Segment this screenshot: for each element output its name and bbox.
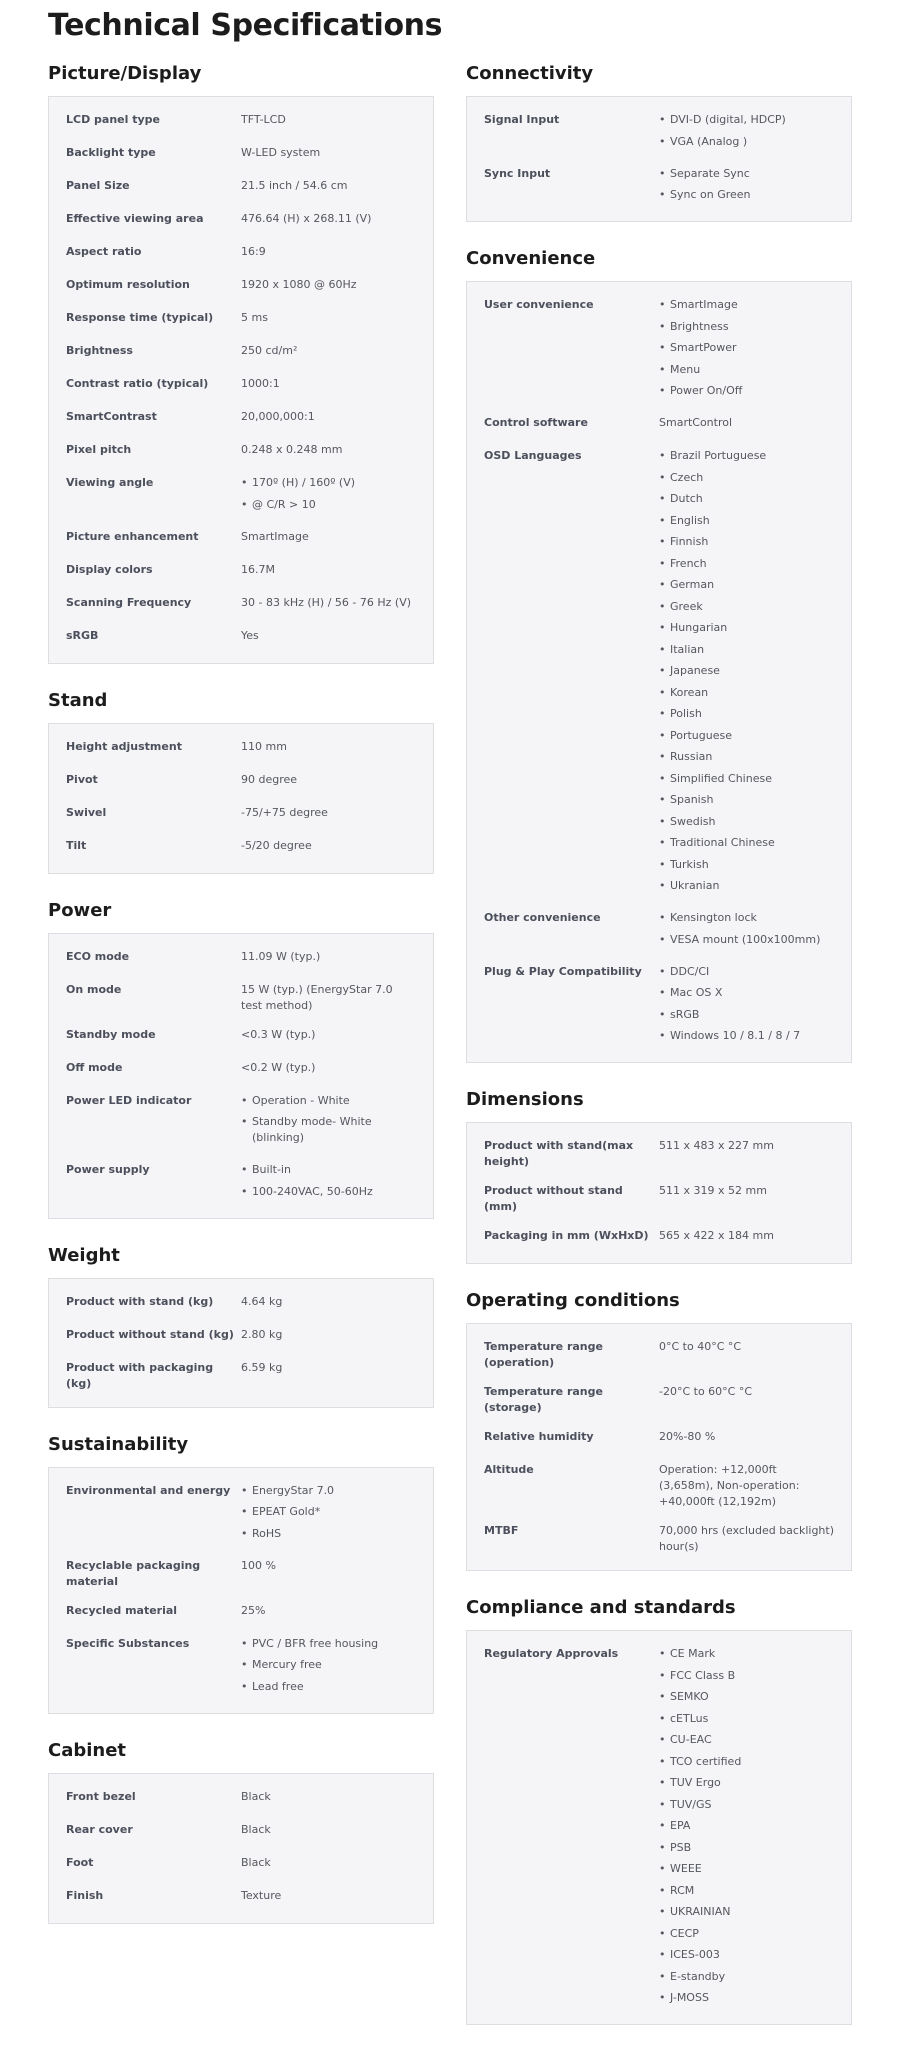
spec-row	[49, 369, 433, 402]
spec-row	[49, 1629, 433, 1704]
bullet-item: • Mercury free	[241, 1657, 416, 1673]
spec-value: 30 - 83 kHz (H) / 56 - 76 Hz (V)	[241, 595, 412, 609]
section-compliance	[466, 1596, 852, 2025]
bullet-item: • English	[659, 513, 834, 529]
spec-value: 511 x 319 x 52 mm	[659, 1184, 767, 1197]
spec-value-list	[241, 474, 416, 513]
spec-row	[49, 1881, 433, 1914]
spec-row	[467, 1176, 851, 1221]
spec-table	[48, 723, 434, 874]
spec-value: SmartImage	[241, 529, 309, 543]
bullet-item: • PSB	[659, 1840, 834, 1856]
bullet-list	[241, 475, 416, 513]
spec-label: Front bezel	[66, 1789, 136, 1803]
spec-value: 1000:1	[241, 377, 280, 390]
spec-value-list	[241, 1161, 416, 1200]
spec-row	[49, 336, 433, 369]
bullet-item: • SmartPower	[659, 340, 834, 356]
spec-label: sRGB	[66, 628, 99, 642]
spec-row	[467, 159, 851, 213]
spec-value: 16.7M	[241, 562, 275, 576]
spec-value-list	[659, 296, 834, 399]
spec-value: Texture	[241, 1888, 282, 1902]
spec-row	[467, 957, 851, 1054]
spec-label: Off mode	[66, 1060, 123, 1074]
bullet-item: • CECP	[659, 1926, 834, 1942]
spec-row	[49, 237, 433, 270]
spec-value: TFT-LCD	[241, 113, 286, 126]
spec-row	[49, 1353, 433, 1398]
bullet-item: • Kensington lock	[659, 910, 834, 926]
spec-row	[467, 1377, 851, 1422]
section-power	[48, 899, 434, 1219]
spec-label: LCD panel type	[66, 113, 160, 126]
spec-value: Operation: +12,000ft (3,658m), Non-operation: +40,000ft (12,192m)	[659, 1463, 800, 1508]
bullet-item: • French	[659, 556, 834, 572]
spec-row	[467, 1422, 851, 1455]
spec-label: Environmental and energy	[66, 1483, 231, 1497]
spec-label: Panel Size	[66, 179, 130, 192]
bullet-item: • Brazil Portuguese	[659, 448, 834, 464]
section-picture-display	[48, 62, 434, 664]
section-operating-conditions	[466, 1289, 852, 1571]
spec-table	[466, 1122, 852, 1264]
bullet-item: • cETLus	[659, 1711, 834, 1727]
spec-value: 90 degree	[241, 772, 298, 786]
spec-label: Recycled material	[66, 1603, 178, 1617]
bullet-list	[659, 910, 834, 948]
spec-value: 15 W (typ.) (EnergyStar 7.0 test method)	[241, 982, 393, 1012]
spec-value: 20%-80 %	[659, 1430, 716, 1443]
bullet-item: • Dutch	[659, 491, 834, 507]
section-title: Weight	[48, 1244, 120, 1266]
spec-label: Plug & Play Compatibility	[484, 964, 642, 978]
spec-value: 565 x 422 x 184 mm	[659, 1229, 774, 1242]
section-title: Connectivity	[466, 63, 594, 84]
spec-label: Product without stand (mm)	[484, 1184, 623, 1213]
spec-label: Foot	[66, 1855, 94, 1869]
spec-value: Black	[241, 1789, 271, 1803]
bullet-item: • WEEE	[659, 1861, 834, 1877]
bullet-item: • Portuguese	[659, 728, 834, 744]
bullet-list	[241, 1162, 416, 1200]
bullet-item: • CE Mark	[659, 1646, 834, 1662]
spec-row	[49, 588, 433, 621]
spec-value: 0°C to 40°C °C	[659, 1340, 742, 1353]
spec-row	[49, 798, 433, 831]
spec-row	[49, 468, 433, 522]
spec-label: Picture enhancement	[66, 529, 199, 543]
spec-label: Effective viewing area	[66, 212, 204, 225]
bullet-item: • FCC Class B	[659, 1668, 834, 1684]
spec-label: User convenience	[484, 298, 594, 311]
bullet-item: • @ C/R > 10	[241, 497, 416, 513]
spec-label: Packaging in mm (WxHxD)	[484, 1229, 649, 1242]
bullet-list	[659, 297, 834, 399]
bullet-list	[659, 448, 834, 894]
spec-value: SmartControl	[659, 416, 733, 429]
bullet-item: • DDC/CI	[659, 964, 834, 980]
spec-value: 511 x 483 x 227 mm	[659, 1139, 774, 1152]
spec-row	[467, 1131, 851, 1176]
bullet-item: • Finnish	[659, 534, 834, 550]
spec-row	[467, 1455, 851, 1516]
spec-label: Contrast ratio (typical)	[66, 377, 209, 390]
spec-value: 4.64 kg	[241, 1294, 283, 1308]
spec-row	[467, 105, 851, 159]
spec-row	[49, 138, 433, 171]
spec-value: 21.5 inch / 54.6 cm	[241, 179, 348, 192]
spec-table	[48, 96, 434, 664]
spec-row	[49, 171, 433, 204]
spec-label: Display colors	[66, 562, 153, 576]
spec-value: Black	[241, 1855, 271, 1869]
spec-label: Power LED indicator	[66, 1093, 192, 1107]
spec-row	[49, 1287, 433, 1320]
spec-value: -20°C to 60°C °C	[659, 1385, 753, 1398]
spec-row	[49, 765, 433, 798]
spec-row	[49, 1020, 433, 1053]
bullet-item: • SEMKO	[659, 1689, 834, 1705]
spec-value: 70,000 hrs (excluded backlight) hour(s)	[659, 1524, 835, 1553]
section-title: Stand	[48, 689, 108, 711]
bullet-item: • PVC / BFR free housing	[241, 1636, 416, 1652]
spec-value: 2.80 kg	[241, 1327, 283, 1341]
section-title: Sustainability	[48, 1433, 189, 1455]
spec-row	[49, 522, 433, 555]
bullet-item: • Swedish	[659, 814, 834, 830]
spec-value-list	[241, 1092, 416, 1147]
spec-label: Recyclable packaging material	[66, 1558, 201, 1588]
spec-value: -75/+75 degree	[241, 805, 328, 819]
spec-value-list	[659, 111, 834, 150]
spec-row	[467, 903, 851, 957]
spec-row	[49, 831, 433, 864]
spec-label: Other convenience	[484, 911, 601, 924]
spec-label: Power supply	[66, 1163, 150, 1176]
spec-value: 5 ms	[241, 311, 268, 324]
section-convenience	[466, 247, 852, 1063]
spec-value-list	[659, 909, 834, 948]
bullet-item: • Czech	[659, 470, 834, 486]
spec-label: Optimum resolution	[66, 278, 190, 291]
spec-value: Black	[241, 1822, 271, 1836]
spec-label: SmartContrast	[66, 410, 157, 423]
spec-value-list	[659, 447, 834, 894]
spec-value-list	[241, 1635, 416, 1695]
bullet-item: • Spanish	[659, 792, 834, 808]
spec-label: Altitude	[484, 1463, 534, 1476]
spec-label: Swivel	[66, 805, 107, 819]
spec-label: Pixel pitch	[66, 443, 132, 456]
spec-label: On mode	[66, 982, 122, 996]
spec-row	[49, 435, 433, 468]
spec-value: 100 %	[241, 1558, 276, 1572]
spec-value: W-LED system	[241, 146, 321, 159]
spec-table	[48, 933, 434, 1219]
spec-table	[48, 1773, 434, 1924]
spec-value-list	[659, 165, 834, 204]
spec-label: Regulatory Approvals	[484, 1647, 619, 1660]
spec-label: Standby mode	[66, 1027, 156, 1041]
bullet-item: • EnergyStar 7.0	[241, 1483, 416, 1499]
spec-row	[49, 1551, 433, 1596]
spec-label: Response time (typical)	[66, 311, 214, 324]
bullet-item: • RCM	[659, 1883, 834, 1899]
bullet-list	[659, 166, 834, 204]
spec-label: Signal Input	[484, 113, 560, 126]
spec-label: Rear cover	[66, 1822, 133, 1836]
spec-row	[49, 204, 433, 237]
bullet-item: • J-MOSS	[659, 1990, 834, 2006]
spec-label: Specific Substances	[66, 1636, 190, 1650]
spec-label: Backlight type	[66, 146, 156, 159]
spec-row	[467, 441, 851, 903]
bullet-item: • German	[659, 577, 834, 593]
bullet-item: • RoHS	[241, 1526, 416, 1542]
spec-value-list	[241, 1482, 416, 1542]
spec-row	[467, 1221, 851, 1254]
spec-value: 20,000,000:1	[241, 410, 315, 423]
spec-label: Temperature range (operation)	[484, 1340, 603, 1369]
bullet-item: • Ukranian	[659, 878, 834, 894]
bullet-item: • DVI-D (digital, HDCP)	[659, 112, 834, 128]
bullet-item: • TCO certified	[659, 1754, 834, 1770]
bullet-item: • Mac OS X	[659, 985, 834, 1001]
bullet-item: • Hungarian	[659, 620, 834, 636]
bullet-item: • Italian	[659, 642, 834, 658]
bullet-item: • Menu	[659, 362, 834, 378]
bullet-item: • 100-240VAC, 50-60Hz	[241, 1184, 416, 1200]
bullet-item: • UKRAINIAN	[659, 1904, 834, 1920]
spec-label: Aspect ratio	[66, 245, 142, 258]
bullet-item: • Sync on Green	[659, 187, 834, 203]
section-dimensions	[466, 1088, 852, 1264]
bullet-item: • TUV Ergo	[659, 1775, 834, 1791]
spec-value-list	[659, 1645, 834, 2006]
spec-label: Tilt	[66, 838, 87, 852]
spec-label: Product with stand (kg)	[66, 1294, 214, 1308]
bullet-item: • Windows 10 / 8.1 / 8 / 7	[659, 1028, 834, 1044]
spec-row	[49, 1320, 433, 1353]
spec-value: -5/20 degree	[241, 838, 312, 852]
spec-row	[49, 1815, 433, 1848]
spec-value: 1920 x 1080 @ 60Hz	[241, 278, 357, 291]
spec-row	[49, 1476, 433, 1551]
section-cabinet	[48, 1739, 434, 1924]
spec-label: MTBF	[484, 1524, 519, 1537]
spec-table	[466, 96, 852, 222]
bullet-item: • CU-EAC	[659, 1732, 834, 1748]
bullet-list	[241, 1636, 416, 1695]
spec-label: Relative humidity	[484, 1430, 594, 1443]
section-title: Cabinet	[48, 1739, 127, 1761]
spec-label: ECO mode	[66, 949, 130, 963]
spec-row	[49, 303, 433, 336]
spec-row	[49, 555, 433, 588]
spec-value: <0.3 W (typ.)	[241, 1027, 316, 1041]
bullet-item: • 170º (H) / 160º (V)	[241, 475, 416, 491]
bullet-list	[659, 112, 834, 150]
spec-label: Control software	[484, 416, 588, 429]
bullet-item: • Turkish	[659, 857, 834, 873]
bullet-item: • EPEAT Gold*	[241, 1504, 416, 1520]
spec-row	[49, 621, 433, 654]
right-column	[466, 62, 852, 2050]
left-column	[48, 62, 434, 1949]
spec-label: Temperature range (storage)	[484, 1385, 603, 1414]
bullet-item: • Separate Sync	[659, 166, 834, 182]
bullet-item: • Built-in	[241, 1162, 416, 1178]
spec-row	[49, 270, 433, 303]
spec-label: Finish	[66, 1888, 104, 1902]
spec-value: Yes	[241, 628, 259, 642]
bullet-item: • EPA	[659, 1818, 834, 1834]
spec-row	[49, 942, 433, 975]
spec-label: Pivot	[66, 772, 98, 786]
section-title: Operating conditions	[466, 1290, 680, 1311]
section-title: Convenience	[466, 248, 596, 269]
bullet-item: • Traditional Chinese	[659, 835, 834, 851]
spec-label: Product without stand (kg)	[66, 1327, 234, 1341]
bullet-item: • SmartImage	[659, 297, 834, 313]
bullet-item: • Simplified Chinese	[659, 771, 834, 787]
spec-table	[48, 1278, 434, 1408]
section-title: Power	[48, 899, 112, 921]
page-title: Technical Specifications	[48, 8, 443, 43]
bullet-item: • sRGB	[659, 1007, 834, 1023]
spec-row	[49, 975, 433, 1020]
bullet-list	[659, 1646, 834, 2006]
bullet-item: • VESA mount (100x100mm)	[659, 932, 834, 948]
bullet-item: • Japanese	[659, 663, 834, 679]
spec-value: 250 cd/m²	[241, 344, 298, 357]
section-title: Picture/Display	[48, 63, 202, 84]
spec-row	[467, 1639, 851, 2015]
bullet-item: • Greek	[659, 599, 834, 615]
spec-table	[466, 281, 852, 1063]
bullet-item: • TUV/GS	[659, 1797, 834, 1813]
spec-row	[467, 290, 851, 408]
spec-table	[466, 1630, 852, 2025]
spec-value: 110 mm	[241, 739, 287, 753]
section-title: Compliance and standards	[466, 1597, 736, 1618]
spec-label: Brightness	[66, 344, 133, 357]
spec-label: Product with packaging (kg)	[66, 1360, 214, 1390]
bullet-item: • Operation - White	[241, 1093, 416, 1109]
spec-value: <0.2 W (typ.)	[241, 1060, 316, 1074]
spec-label: Viewing angle	[66, 476, 154, 489]
bullet-item: • Standby mode- White (blinking)	[241, 1114, 416, 1146]
spec-row	[49, 1848, 433, 1881]
spec-row	[49, 732, 433, 765]
section-stand	[48, 689, 434, 874]
bullet-item: • Russian	[659, 749, 834, 765]
spec-value: 0.248 x 0.248 mm	[241, 443, 343, 456]
spec-row	[49, 1155, 433, 1209]
bullet-item: • E-standby	[659, 1969, 834, 1985]
spec-row	[49, 402, 433, 435]
bullet-list	[659, 964, 834, 1045]
bullet-list	[241, 1483, 416, 1542]
spec-label: OSD Languages	[484, 449, 582, 462]
spec-label: Scanning Frequency	[66, 595, 192, 609]
spec-value: 11.09 W (typ.)	[241, 949, 321, 963]
section-title: Dimensions	[466, 1089, 584, 1110]
bullet-item: • Power On/Off	[659, 383, 834, 399]
spec-label: Product with stand(max height)	[484, 1139, 634, 1168]
bullet-item: • Polish	[659, 706, 834, 722]
spec-row	[49, 1086, 433, 1156]
spec-value: 16:9	[241, 245, 266, 258]
spec-value: 6.59 kg	[241, 1360, 283, 1374]
spec-row	[467, 1516, 851, 1561]
spec-table	[466, 1323, 852, 1571]
section-connectivity	[466, 62, 852, 222]
spec-row	[49, 1053, 433, 1086]
bullet-item: • Brightness	[659, 319, 834, 335]
spec-row	[49, 1596, 433, 1629]
bullet-list	[241, 1093, 416, 1147]
bullet-item: • Lead free	[241, 1679, 416, 1695]
spec-value-list	[659, 963, 834, 1045]
spec-label: Sync Input	[484, 166, 551, 180]
spec-table	[48, 1467, 434, 1714]
bullet-item: • Korean	[659, 685, 834, 701]
spec-value: 476.64 (H) x 268.11 (V)	[241, 212, 372, 225]
bullet-item: • VGA (Analog )	[659, 134, 834, 150]
spec-row	[49, 1782, 433, 1815]
section-sustainability	[48, 1433, 434, 1714]
spec-row	[49, 105, 433, 138]
spec-row	[467, 408, 851, 441]
bullet-item: • ICES-003	[659, 1947, 834, 1963]
spec-label: Height adjustment	[66, 739, 182, 753]
spec-value: 25%	[241, 1603, 266, 1617]
spec-row	[467, 1332, 851, 1377]
section-weight	[48, 1244, 434, 1408]
